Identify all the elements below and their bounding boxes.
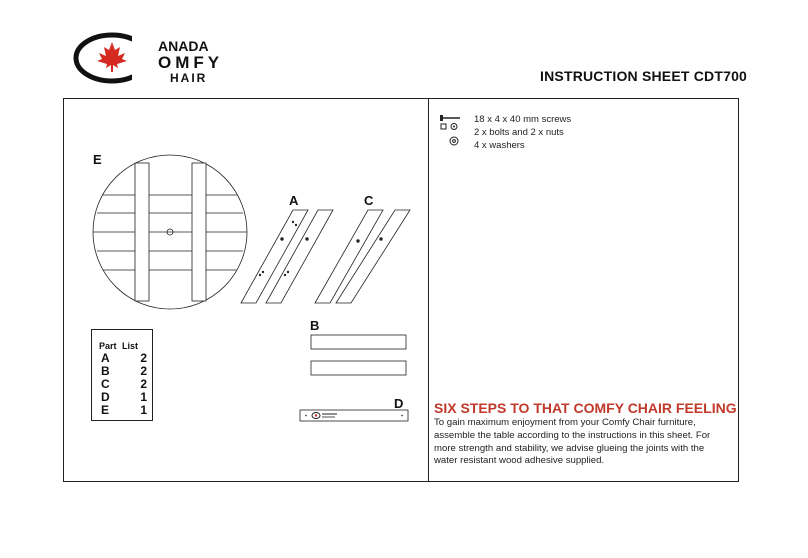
part-list-row: C 2: [101, 377, 147, 391]
part-list-row: D 1: [101, 390, 147, 404]
part-c-legs: [315, 210, 410, 303]
comfy-chair-logo: [72, 30, 272, 86]
label-part-a: A: [289, 193, 299, 208]
sheet-title: INSTRUCTION SHEET CDT700: [540, 68, 748, 84]
label-part-e: E: [93, 152, 102, 167]
washer-icon: [450, 137, 458, 145]
hardware-item-screws: 18 x 4 x 40 mm screws: [474, 114, 572, 125]
part-list-header-part: Part: [99, 341, 117, 351]
brand-line3: HAIR: [170, 71, 208, 85]
steps-intro-text: To gain maximum enjoyment from your Comfy Chair furniture, assemble the table according to the instructions in this sheet. For more strength and stability, we advise glueing the joints with the water resistant wood adhesive supplied.: [434, 417, 711, 467]
brand-line2: OMFY: [158, 53, 224, 72]
parts-diagram: [63, 98, 428, 482]
bolt-nut-icon: [441, 124, 457, 130]
part-list-box: [91, 329, 153, 421]
part-d-rail: [300, 410, 408, 421]
brand-line1: ANADA: [158, 38, 209, 54]
label-part-c: C: [364, 193, 374, 208]
label-part-d: D: [394, 396, 404, 411]
part-list-row: A 2: [101, 351, 147, 365]
part-list-row: B 2: [101, 364, 147, 378]
hardware-icons: [438, 112, 464, 152]
part-a-legs: [241, 210, 333, 303]
part-list-row: E 1: [101, 403, 147, 417]
maple-leaf-icon: [97, 42, 127, 72]
part-e-tabletop: [93, 155, 247, 309]
screw-icon: [440, 115, 460, 121]
hardware-item-washers: 4 x washers: [474, 140, 525, 151]
part-list-rows: [101, 352, 147, 417]
part-list-header-list: List: [122, 341, 139, 351]
steps-heading: SIX STEPS TO THAT COMFY CHAIR FEELING: [434, 400, 737, 416]
hardware-item-bolts: 2 x bolts and 2 x nuts: [474, 127, 564, 138]
part-b-rails: [311, 335, 406, 375]
column-divider: [428, 98, 429, 482]
label-part-b: B: [310, 318, 320, 333]
